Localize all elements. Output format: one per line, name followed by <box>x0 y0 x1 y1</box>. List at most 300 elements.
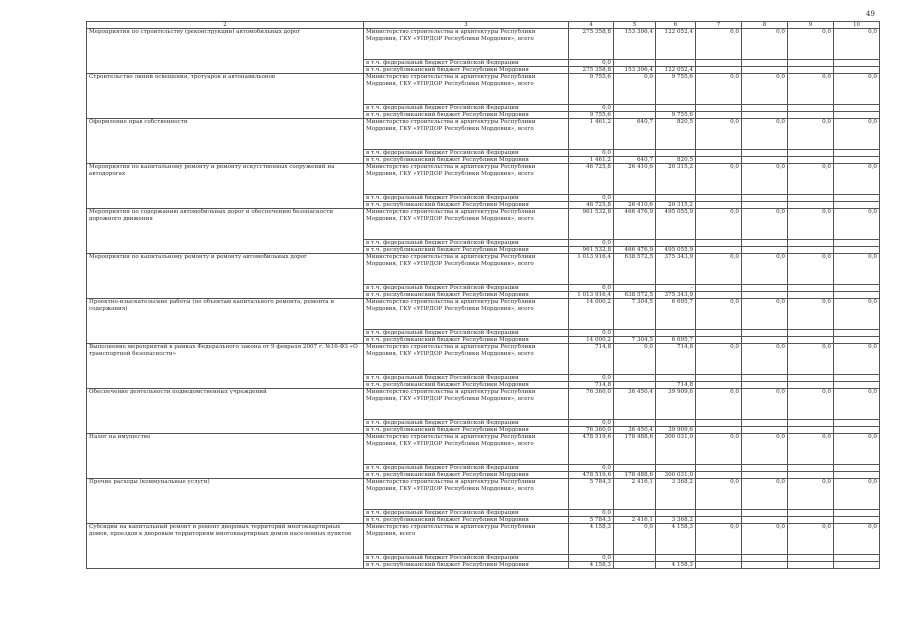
value-cell: 0,0 <box>788 299 834 330</box>
source-republic: в т.ч. республиканский бюджет Республики Мордовия <box>364 247 569 254</box>
value-cell: 0,0 <box>834 479 880 510</box>
value-cell <box>614 285 656 292</box>
value-cell: 638 572,5 <box>614 292 656 299</box>
value-cell <box>834 240 880 247</box>
value-cell: 0,0 <box>614 74 656 105</box>
source-federal: в т.ч. федеральный бюджет Российской Федерации <box>364 465 569 472</box>
value-cell <box>834 195 880 202</box>
value-cell: 0,0 <box>569 105 614 112</box>
value-cell: 6 695,7 <box>656 299 696 330</box>
value-cell: 153 306,4 <box>614 29 656 60</box>
value-cell: 0,0 <box>569 330 614 337</box>
value-cell <box>834 382 880 389</box>
table-row <box>87 119 880 150</box>
executor-cell: Министерство строительства и архитектуры Республики Мордовия, ГКУ «УПРДОР Республики Мордовия», всего <box>364 119 569 150</box>
value-cell: 820,5 <box>656 119 696 150</box>
value-cell <box>656 150 696 157</box>
value-cell <box>656 240 696 247</box>
value-cell: 0,0 <box>696 254 742 285</box>
value-cell <box>696 562 742 569</box>
executor-cell: Министерство строительства и архитектуры Республики Мордовия, ГКУ «УПРДОР Республики Мордовия», всего <box>364 479 569 510</box>
value-cell: 0,0 <box>569 465 614 472</box>
measure-name: Строительство линий освещения, тротуаров и автопавильонов <box>87 74 364 119</box>
source-republic: в т.ч. республиканский бюджет Республики Мордовия <box>364 382 569 389</box>
value-cell <box>788 285 834 292</box>
value-cell <box>696 247 742 254</box>
value-cell: 0,0 <box>696 164 742 195</box>
value-cell <box>788 112 834 119</box>
value-cell: 0,0 <box>834 119 880 150</box>
source-federal: в т.ч. федеральный бюджет Российской Федерации <box>364 105 569 112</box>
value-cell <box>614 420 656 427</box>
value-cell <box>788 427 834 434</box>
value-cell: 0,0 <box>569 60 614 67</box>
value-cell: 14 000,2 <box>569 299 614 330</box>
value-cell: 122 052,4 <box>656 29 696 60</box>
value-cell <box>656 555 696 562</box>
table-row <box>87 29 880 60</box>
measure-name: Мероприятия по строительству (реконструкции) автомобильных дорог <box>87 29 364 74</box>
source-republic: в т.ч. республиканский бюджет Республики Мордовия <box>364 337 569 344</box>
executor-cell: Министерство строительства и архитектуры Республики Мордовия, ГКУ «УПРДОР Республики Мордовия», всего <box>364 29 569 60</box>
source-republic: в т.ч. республиканский бюджет Республики Мордовия <box>364 517 569 524</box>
value-cell <box>656 510 696 517</box>
value-cell <box>834 337 880 344</box>
value-cell <box>614 562 656 569</box>
value-cell <box>834 517 880 524</box>
value-cell: 0,0 <box>788 119 834 150</box>
value-cell: 300 031,0 <box>656 434 696 465</box>
value-cell: 39 909,6 <box>656 389 696 420</box>
value-cell: 714,8 <box>569 344 614 375</box>
value-cell <box>788 105 834 112</box>
value-cell: 714,8 <box>656 344 696 375</box>
value-cell: 0,0 <box>834 209 880 240</box>
value-cell <box>656 330 696 337</box>
table-row <box>87 299 880 330</box>
value-cell <box>696 195 742 202</box>
value-cell: 0,0 <box>742 299 788 330</box>
value-cell: 0,0 <box>788 254 834 285</box>
value-cell: 1 013 916,4 <box>569 254 614 285</box>
measure-name: Мероприятия по содержанию автомобильных дорог и обеспечению безопасности дорожного движения <box>87 209 364 254</box>
source-republic: в т.ч. республиканский бюджет Республики Мордовия <box>364 67 569 74</box>
table-row <box>87 254 880 285</box>
value-cell <box>696 517 742 524</box>
value-cell <box>742 562 788 569</box>
value-cell <box>788 510 834 517</box>
value-cell <box>656 105 696 112</box>
value-cell: 961 532,8 <box>569 209 614 240</box>
value-cell: 0,0 <box>834 254 880 285</box>
source-federal: в т.ч. федеральный бюджет Российской Федерации <box>364 60 569 67</box>
source-federal: в т.ч. федеральный бюджет Российской Федерации <box>364 510 569 517</box>
value-cell: 122 052,4 <box>656 67 696 74</box>
value-cell: 0,0 <box>696 479 742 510</box>
value-cell: 4 158,3 <box>656 524 696 555</box>
value-cell: 0,0 <box>569 240 614 247</box>
value-cell <box>696 112 742 119</box>
value-cell <box>788 382 834 389</box>
value-cell: 0,0 <box>742 389 788 420</box>
value-cell: 26 410,6 <box>614 164 656 195</box>
value-cell: - <box>656 285 696 292</box>
value-cell: 0,0 <box>696 524 742 555</box>
value-cell <box>742 105 788 112</box>
value-cell: 714,8 <box>656 382 696 389</box>
value-cell <box>834 427 880 434</box>
measure-name: Субсидии на капитальный ремонт и ремонт дворовых территорий многоквартирных домов, проездов к дворовым территориям многоквартирных домов населенных пунктов <box>87 524 364 569</box>
executor-cell: Министерство строительства и архитектуры Республики Мордовия, всего <box>364 524 569 555</box>
executor-cell: Министерство строительства и архитектуры Республики Мордовия, ГКУ «УПРДОР Республики Мордовия», всего <box>364 209 569 240</box>
value-cell <box>696 427 742 434</box>
value-cell: 153 306,4 <box>614 67 656 74</box>
value-cell: 26 410,6 <box>614 202 656 209</box>
value-cell <box>742 517 788 524</box>
value-cell: 0,0 <box>742 74 788 105</box>
value-cell <box>742 202 788 209</box>
page-number: 49 <box>866 10 875 18</box>
header-cell: 5 <box>614 22 656 29</box>
value-cell: 0,0 <box>834 434 880 465</box>
value-cell <box>834 465 880 472</box>
value-cell: 275 358,8 <box>569 67 614 74</box>
executor-cell: Министерство строительства и архитектуры Республики Мордовия, ГКУ «УПРДОР Республики Мордовия», всего <box>364 389 569 420</box>
header-cell: 6 <box>656 22 696 29</box>
executor-cell: Министерство строительства и архитектуры Республики Мордовия, ГКУ «УПРДОР Республики Мордовия», всего <box>364 344 569 375</box>
value-cell: 0,0 <box>742 29 788 60</box>
value-cell <box>788 202 834 209</box>
value-cell <box>742 112 788 119</box>
value-cell: 1 461,2 <box>569 119 614 150</box>
value-cell: 640,7 <box>614 157 656 164</box>
source-federal: в т.ч. федеральный бюджет Российской Федерации <box>364 420 569 427</box>
value-cell: 20 315,2 <box>656 164 696 195</box>
value-cell <box>834 285 880 292</box>
value-cell: 7 304,5 <box>614 299 656 330</box>
header-cell: 10 <box>834 22 880 29</box>
table-row <box>87 209 880 240</box>
value-cell: 4 158,3 <box>656 562 696 569</box>
header-cell: 4 <box>569 22 614 29</box>
table-row <box>87 344 880 375</box>
executor-cell: Министерство строительства и архитектуры Республики Мордовия, ГКУ «УПРДОР Республики Мордовия», всего <box>364 434 569 465</box>
value-cell <box>788 150 834 157</box>
source-federal: в т.ч. федеральный бюджет Российской Федерации <box>364 240 569 247</box>
value-cell: 9 755,6 <box>569 74 614 105</box>
value-cell <box>788 562 834 569</box>
value-cell: 9 755,6 <box>569 112 614 119</box>
value-cell <box>656 465 696 472</box>
value-cell: 0,0 <box>742 164 788 195</box>
value-cell <box>742 240 788 247</box>
value-cell: 495 055,9 <box>656 247 696 254</box>
value-cell <box>696 285 742 292</box>
table-row <box>87 74 880 105</box>
value-cell <box>614 510 656 517</box>
value-cell <box>696 105 742 112</box>
value-cell: 46 725,8 <box>569 164 614 195</box>
measure-name: Выполнение мероприятий в рамках Федерального закона от 9 февраля 2007 г. №16-ФЗ «О транспортной безопасности» <box>87 344 364 389</box>
value-cell: 0,0 <box>788 479 834 510</box>
measure-name: Обеспечение деятельности подведомственных учреждений <box>87 389 364 434</box>
value-cell: 0,0 <box>834 164 880 195</box>
value-cell <box>614 195 656 202</box>
value-cell: 0,0 <box>569 285 614 292</box>
value-cell: 46 725,8 <box>569 202 614 209</box>
value-cell <box>742 420 788 427</box>
value-cell <box>834 157 880 164</box>
value-cell <box>742 285 788 292</box>
value-cell: 961 532,8 <box>569 247 614 254</box>
source-republic: в т.ч. республиканский бюджет Республики Мордовия <box>364 472 569 479</box>
value-cell: 0,0 <box>834 344 880 375</box>
value-cell <box>834 510 880 517</box>
value-cell: 0,0 <box>788 209 834 240</box>
value-cell <box>742 60 788 67</box>
source-federal: в т.ч. федеральный бюджет Российской Федерации <box>364 375 569 382</box>
value-cell <box>614 60 656 67</box>
measure-name: Проектно-изыскательские работы (по объектам капитального ремонта, ремонта и содержания) <box>87 299 364 344</box>
value-cell: 300 031,0 <box>656 472 696 479</box>
value-cell <box>788 375 834 382</box>
value-cell: 495 055,9 <box>656 209 696 240</box>
value-cell: 466 476,9 <box>614 209 656 240</box>
value-cell: 5 784,3 <box>569 479 614 510</box>
source-republic: в т.ч. республиканский бюджет Республики Мордовия <box>364 427 569 434</box>
value-cell: 0,0 <box>742 344 788 375</box>
value-cell: 0,0 <box>696 344 742 375</box>
value-cell: 714,8 <box>569 382 614 389</box>
value-cell: 3 368,2 <box>656 517 696 524</box>
value-cell <box>696 382 742 389</box>
value-cell <box>834 330 880 337</box>
value-cell <box>742 510 788 517</box>
value-cell: 20 315,2 <box>656 202 696 209</box>
value-cell <box>742 150 788 157</box>
value-cell <box>834 292 880 299</box>
value-cell <box>656 375 696 382</box>
value-cell <box>614 330 656 337</box>
value-cell <box>696 420 742 427</box>
value-cell: 0,0 <box>788 344 834 375</box>
value-cell: 0,0 <box>788 29 834 60</box>
value-cell <box>696 292 742 299</box>
value-cell: 0,0 <box>696 389 742 420</box>
value-cell: 0,0 <box>696 74 742 105</box>
table-row <box>87 524 880 555</box>
measure-name: Оформление прав собственности <box>87 119 364 164</box>
source-federal: в т.ч. федеральный бюджет Российской Федерации <box>364 195 569 202</box>
value-cell: 178 488,6 <box>614 434 656 465</box>
executor-cell: Министерство строительства и архитектуры Республики Мордовия, ГКУ «УПРДОР Республики Мордовия», всего <box>364 299 569 330</box>
value-cell <box>834 60 880 67</box>
value-cell <box>788 465 834 472</box>
value-cell <box>614 465 656 472</box>
value-cell <box>788 195 834 202</box>
value-cell: 0,0 <box>696 209 742 240</box>
value-cell <box>788 555 834 562</box>
measure-name: Мероприятия по капитальному ремонту и ремонту искусственных сооружений на автодорогах <box>87 164 364 209</box>
value-cell <box>742 195 788 202</box>
value-cell <box>788 517 834 524</box>
value-cell: 820,5 <box>656 157 696 164</box>
value-cell: 0,0 <box>742 479 788 510</box>
header-cell: 3 <box>364 22 569 29</box>
value-cell <box>696 510 742 517</box>
value-cell: 0,0 <box>788 524 834 555</box>
value-cell: 0,0 <box>742 209 788 240</box>
value-cell: 638 572,5 <box>614 254 656 285</box>
value-cell: 478 519,6 <box>569 472 614 479</box>
value-cell <box>834 112 880 119</box>
value-cell: 1 013 916,4 <box>569 292 614 299</box>
source-federal: в т.ч. федеральный бюджет Российской Федерации <box>364 150 569 157</box>
budget-table <box>86 21 880 569</box>
value-cell: 0,0 <box>742 524 788 555</box>
value-cell: 0,0 <box>569 510 614 517</box>
value-cell: 2 416,1 <box>614 479 656 510</box>
value-cell <box>742 465 788 472</box>
value-cell: 0,0 <box>742 434 788 465</box>
value-cell <box>788 157 834 164</box>
value-cell <box>742 555 788 562</box>
value-cell <box>834 562 880 569</box>
value-cell <box>834 247 880 254</box>
source-federal: в т.ч. федеральный бюджет Российской Федерации <box>364 555 569 562</box>
value-cell <box>656 60 696 67</box>
value-cell: 478 519,6 <box>569 434 614 465</box>
measure-name: Прочие расходы (коммунальные услуги) <box>87 479 364 524</box>
value-cell: 0,0 <box>614 344 656 375</box>
value-cell <box>656 420 696 427</box>
value-cell: 0,0 <box>834 299 880 330</box>
value-cell <box>696 60 742 67</box>
value-cell: 0,0 <box>696 119 742 150</box>
value-cell <box>834 375 880 382</box>
value-cell: 0,0 <box>788 434 834 465</box>
value-cell <box>788 292 834 299</box>
value-cell <box>696 202 742 209</box>
value-cell: 0,0 <box>696 29 742 60</box>
value-cell: 0,0 <box>834 74 880 105</box>
value-cell: 14 000,2 <box>569 337 614 344</box>
value-cell <box>742 330 788 337</box>
value-cell <box>834 202 880 209</box>
value-cell: 3 368,2 <box>656 479 696 510</box>
value-cell <box>742 472 788 479</box>
value-cell: 76 360,0 <box>569 389 614 420</box>
value-cell: 0,0 <box>569 420 614 427</box>
source-federal: в т.ч. федеральный бюджет Российской Федерации <box>364 285 569 292</box>
value-cell: 2 416,1 <box>614 517 656 524</box>
value-cell: 0,0 <box>788 74 834 105</box>
value-cell <box>696 337 742 344</box>
value-cell <box>696 67 742 74</box>
value-cell <box>656 195 696 202</box>
value-cell: 0,0 <box>834 524 880 555</box>
value-cell: 178 488,6 <box>614 472 656 479</box>
value-cell <box>788 337 834 344</box>
value-cell: 9 755,6 <box>656 112 696 119</box>
value-cell: 0,0 <box>569 375 614 382</box>
value-cell: 6 695,7 <box>656 337 696 344</box>
value-cell <box>834 420 880 427</box>
value-cell: 0,0 <box>834 389 880 420</box>
value-cell <box>742 292 788 299</box>
value-cell <box>696 150 742 157</box>
value-cell <box>788 472 834 479</box>
value-cell <box>696 157 742 164</box>
table-row <box>87 389 880 420</box>
value-cell <box>742 67 788 74</box>
value-cell: 0,0 <box>696 434 742 465</box>
value-cell: 5 784,3 <box>569 517 614 524</box>
table-row <box>87 164 880 195</box>
executor-cell: Министерство строительства и архитектуры Республики Мордовия, ГКУ «УПРДОР Республики Мордовия», всего <box>364 74 569 105</box>
source-republic: в т.ч. республиканский бюджет Республики Мордовия <box>364 202 569 209</box>
measure-name: Мероприятия по капитальному ремонту и ремонту автомобильных дорог <box>87 254 364 299</box>
value-cell <box>614 112 656 119</box>
value-cell: 640,7 <box>614 119 656 150</box>
executor-cell: Министерство строительства и архитектуры Республики Мордовия, ГКУ «УПРДОР Республики Мордовия», всего <box>364 254 569 285</box>
value-cell <box>788 240 834 247</box>
value-cell <box>742 337 788 344</box>
value-cell <box>614 150 656 157</box>
value-cell <box>614 555 656 562</box>
value-cell <box>696 465 742 472</box>
value-cell <box>696 240 742 247</box>
value-cell: 9 755,6 <box>656 74 696 105</box>
executor-cell: Министерство строительства и архитектуры Республики Мордовия, ГКУ «УПРДОР Республики Мордовия», всего <box>364 164 569 195</box>
value-cell: 4 158,3 <box>569 562 614 569</box>
value-cell: 375 343,9 <box>656 254 696 285</box>
value-cell <box>834 67 880 74</box>
source-republic: в т.ч. республиканский бюджет Республики Мордовия <box>364 292 569 299</box>
value-cell <box>788 60 834 67</box>
value-cell <box>834 555 880 562</box>
value-cell: 0,0 <box>696 299 742 330</box>
value-cell <box>696 472 742 479</box>
measure-name: Налог на имущество <box>87 434 364 479</box>
value-cell <box>742 157 788 164</box>
value-cell <box>834 105 880 112</box>
table-row <box>87 479 880 510</box>
value-cell: 375 343,9 <box>656 292 696 299</box>
value-cell <box>834 472 880 479</box>
value-cell: 36 450,4 <box>614 427 656 434</box>
value-cell <box>696 555 742 562</box>
value-cell: 4 158,3 <box>569 524 614 555</box>
source-republic: в т.ч. республиканский бюджет Республики Мордовия <box>364 562 569 569</box>
value-cell: 0,0 <box>614 524 656 555</box>
value-cell <box>742 382 788 389</box>
value-cell <box>788 247 834 254</box>
value-cell: 39 909,6 <box>656 427 696 434</box>
value-cell <box>742 427 788 434</box>
value-cell: 0,0 <box>569 150 614 157</box>
value-cell <box>788 420 834 427</box>
value-cell <box>742 375 788 382</box>
value-cell <box>742 247 788 254</box>
value-cell: 466 476,9 <box>614 247 656 254</box>
value-cell: 0,0 <box>742 254 788 285</box>
value-cell: 1 461,2 <box>569 157 614 164</box>
value-cell: 36 450,4 <box>614 389 656 420</box>
source-republic: в т.ч. республиканский бюджет Республики Мордовия <box>364 157 569 164</box>
source-federal: в т.ч. федеральный бюджет Российской Федерации <box>364 330 569 337</box>
value-cell: 7 304,5 <box>614 337 656 344</box>
